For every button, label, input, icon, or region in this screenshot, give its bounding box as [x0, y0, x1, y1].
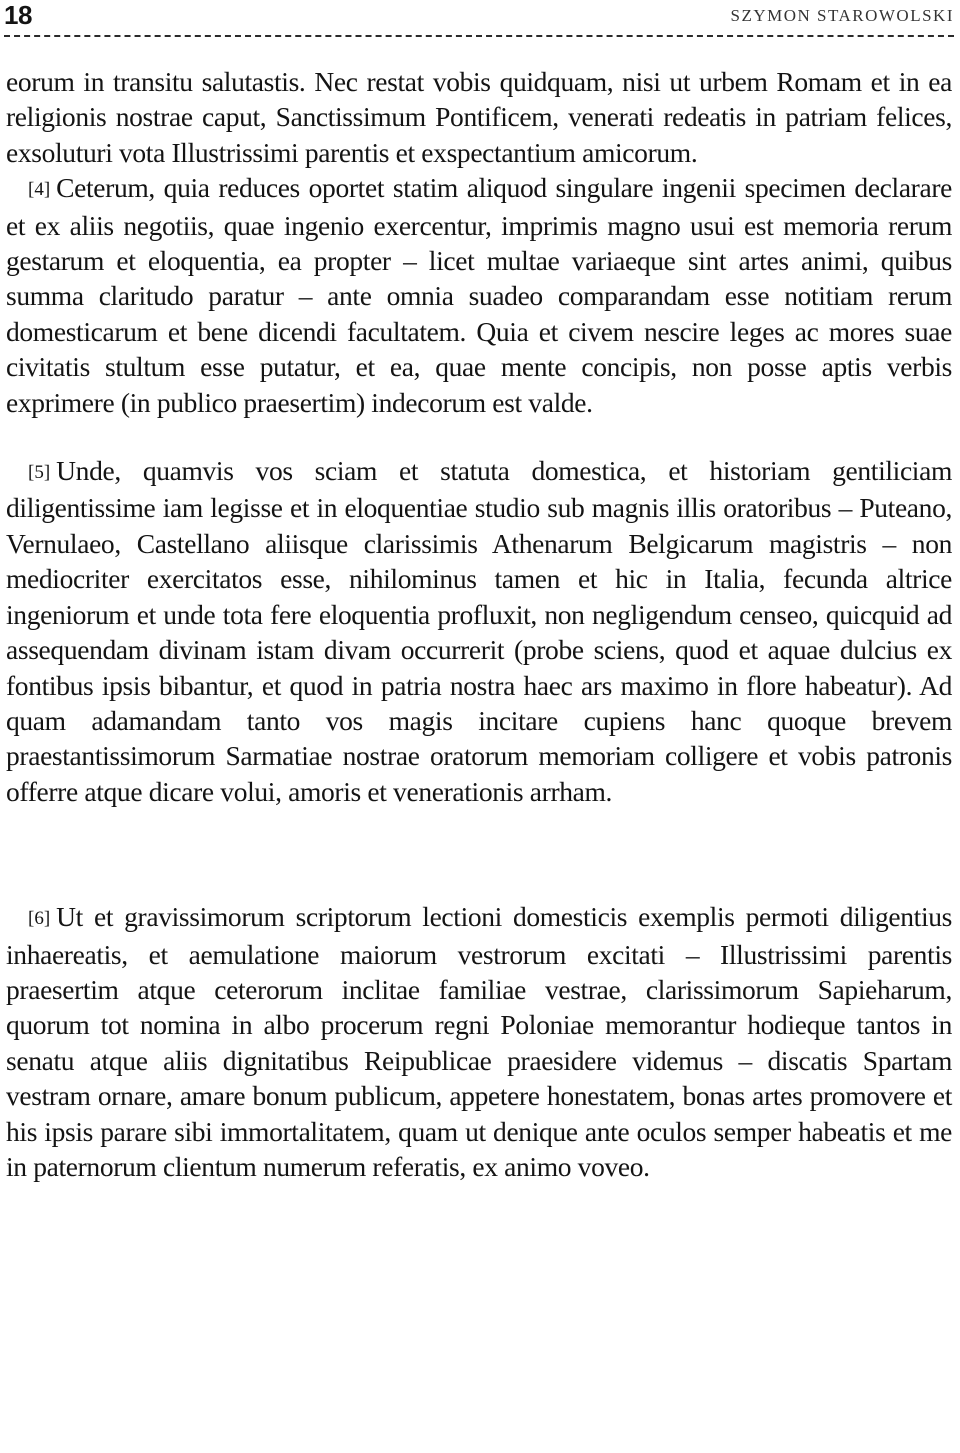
paragraph-spacer [6, 420, 952, 453]
page-number: 18 [4, 0, 32, 30]
section-number: [6] [28, 908, 51, 930]
page-header [4, 0, 954, 38]
header-rule [4, 35, 954, 37]
paragraph-continuation [6, 64, 952, 170]
paragraph-text: Unde, quamvis vos sciam et statuta domestica, et historiam gentiliciam diligentissime iam legisse et in eloquentiae studio sub magnis illis oratoribus – Puteano, Vernulaeo, Castellano aliisque clarissimis Athenarum Belgicarum magistris – non mediocriter exercitatos esse, nihilominus tamen et hic in Italia, fecunda altrice ingeniorum et unde tota fere eloquentia profluxit, non negligendum censeo, quicquid ad assequendam divinam istam divam occurrerit (probe sciens, quod et aquae dulcius ex fontibus ipsis bibantur, et quod in patria nostra haec ars maximo in flore habeatur). Ad quam adamandam tanto vos magis incitare cupiens hanc quoque brevem praestantissimorum Sarmatiae nostrae oratorum memoriam colligere et vobis patronis offerre atque dicare volui, amoris et venerationis arrham. [6, 455, 952, 807]
paragraph-4 [6, 170, 952, 420]
paragraph-text: eorum in transitu salutastis. Nec restat vobis quidquam, nisi ut urbem Romam et in ea religionis nostrae caput, Sanctissimum Pontificem, venerati redeatis in patriam felices, exsoluturi vota Illustrissimi parentis et exspectantium amicorum. [6, 66, 952, 168]
paragraph-6 [6, 899, 952, 1184]
page-body [6, 64, 952, 1184]
section-number: [4] [28, 179, 51, 201]
paragraph-text: Ceterum, quia reduces oportet statim aliquod singulare ingenii specimen declarare et ex aliis negotiis, quae ingenio exercentur, imprimis magno usui est memoria rerum gestarum et eloquentia, ea propter – licet multae variaeque sint artes animi, quibus summa claritudo paratur – ante omnia suadeo comparandam esse notitiam rerum domesticarum et bene dicendi facultatem. Quia et civem nescire leges ac mores suae civitatis stultum esse putatur, et ea, quae mente concipis, non posse aptis verbis exprimere (in publico praesertim) indecorum est valde. [6, 172, 952, 418]
paragraph-spacer [6, 809, 952, 899]
paragraph-5 [6, 453, 952, 809]
section-number: [5] [28, 462, 51, 484]
running-head: SZYMON STAROWOLSKI [730, 6, 954, 25]
paragraph-text: Ut et gravissimorum scriptorum lectioni domesticis exemplis permoti diligentius inhaereatis, et aemulatione maiorum vestrorum excitati – Illustrissimi parentis praesertim atque ceterorum inclitae familiae vestrae, clarissimorum Sapieharum, quorum tot nomina in albo procerum regni Poloniae memorantur hodieque tantos in senatu atque aliis dignitatibus Reipublicae praesidere videmus – discatis Spartam vestram ornare, amare bonum publicum, appetere honestatem, bonas artes promovere et his ipsis parare sibi immortalitatem, quam ut denique ante oculos semper habeatis et me in paternorum clientum numerum referatis, ex animo voveo. [6, 901, 952, 1182]
